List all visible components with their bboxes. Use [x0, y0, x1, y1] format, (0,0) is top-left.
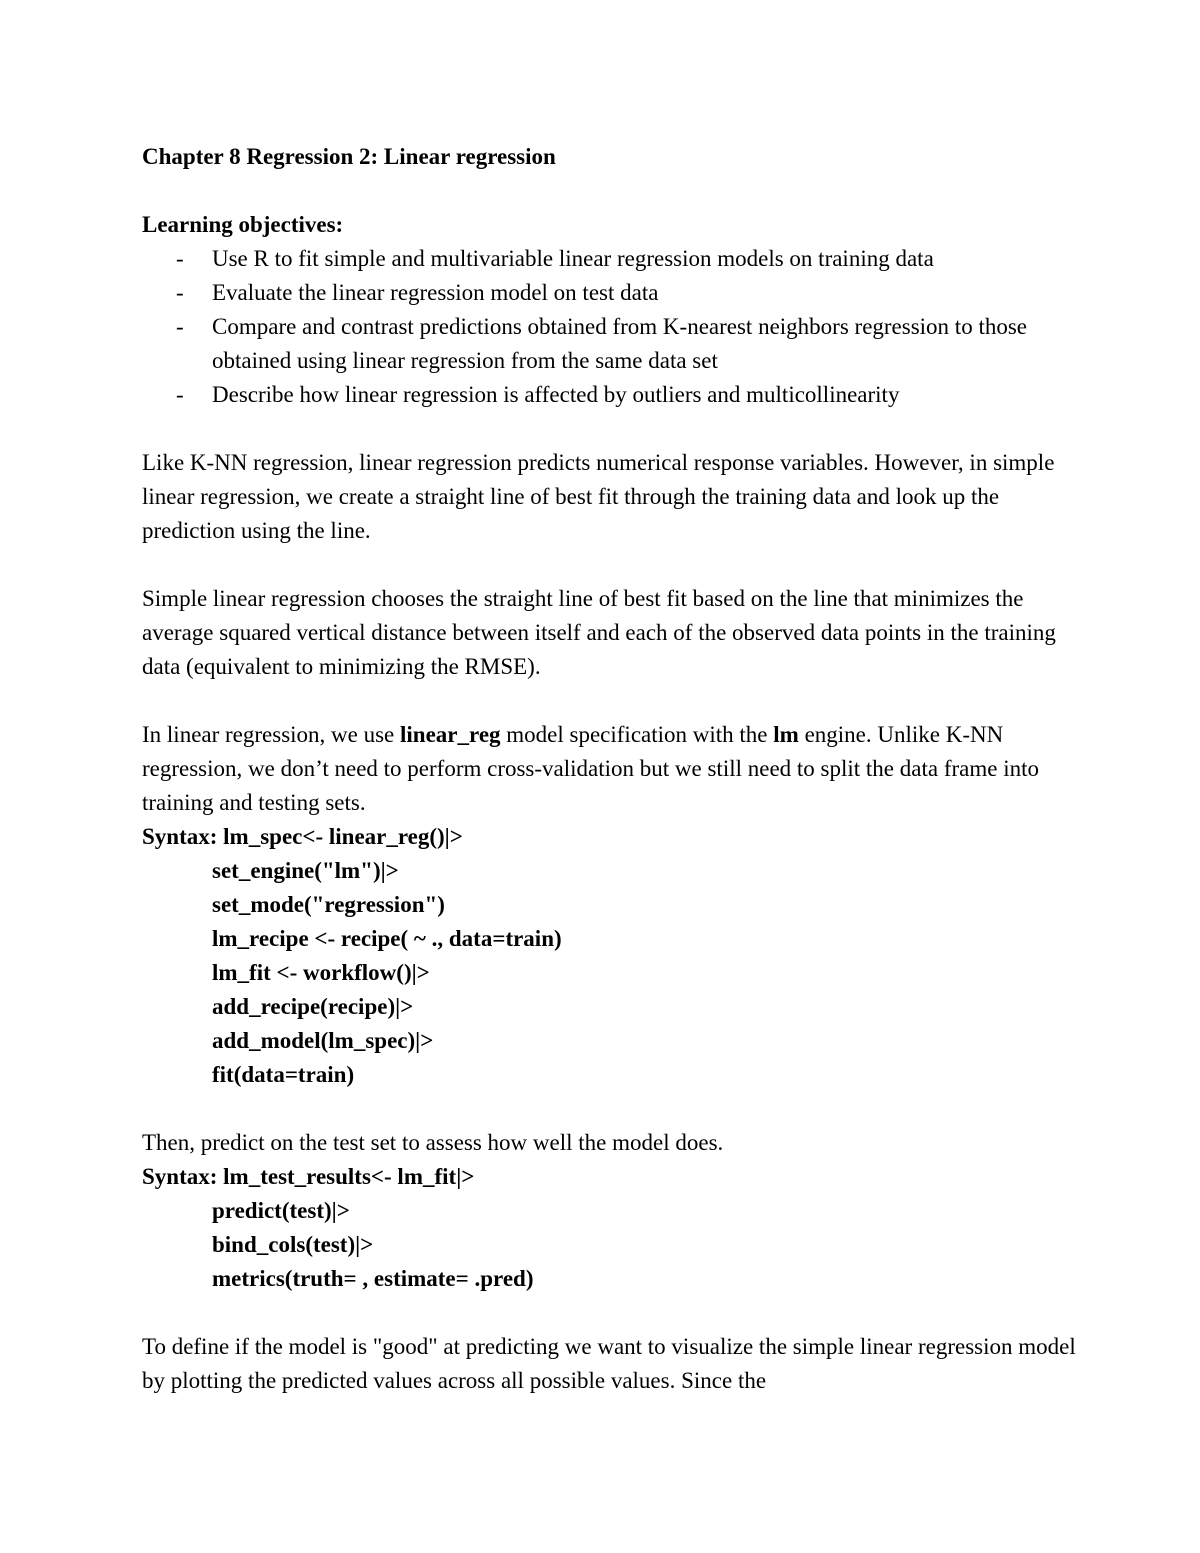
code-line: add_model(lm_spec)|> [212, 1028, 434, 1053]
objectives-list [142, 242, 1082, 412]
document-page [142, 140, 1082, 1398]
code-line: lm_fit <- workflow()|> [212, 960, 430, 985]
bullet-dash: - [176, 280, 184, 305]
list-item: - Use R to fit simple and multivariable linear regression models on training data [142, 242, 1082, 276]
paragraph-knn-comparison: Like K-NN regression, linear regression predicts numerical response variables. However, in simple linear regression, we create a straight line of best fit through the training data and look up the prediction using the line. [142, 450, 1055, 543]
paragraph-predict: Then, predict on the test set to assess how well the model does. [142, 1130, 724, 1155]
bullet-dash: - [176, 382, 184, 407]
code-line: metrics(truth= , estimate= .pred) [212, 1266, 534, 1291]
paragraph-visualize: To define if the model is "good" at predicting we want to visualize the simple linear regression model by plotting the predicted values across all possible values. Since the [142, 1334, 1076, 1393]
syntax-block-predict-first: Syntax: lm_test_results<- lm_fit|> [142, 1164, 475, 1189]
code-term-linear-reg: linear_reg [400, 722, 501, 747]
code-line: add_recipe(recipe)|> [212, 994, 414, 1019]
paragraph-linear-reg-spec: In linear regression, we use linear_reg model specification with the lm engine. Unlike K-NN regression, we don’t need to perform cross-validation but we still need to split the data frame into training and testing sets. [142, 722, 1039, 815]
bullet-dash: - [176, 314, 184, 339]
code-line: bind_cols(test)|> [212, 1232, 374, 1257]
list-item: - Compare and contrast predictions obtained from K-nearest neighbors regression to those obtained using linear regression from the same data set [142, 310, 1082, 378]
code-line: lm_recipe <- recipe( ~ ., data=train) [212, 926, 562, 951]
code-line: set_mode("regression") [212, 892, 445, 917]
list-item: - Describe how linear regression is affected by outliers and multicollinearity [142, 378, 1082, 412]
code-line: fit(data=train) [212, 1062, 355, 1087]
bullet-dash: - [176, 246, 184, 271]
syntax-block-fit-first: Syntax: lm_spec<- linear_reg()|> [142, 824, 463, 849]
code-line: predict(test)|> [212, 1198, 350, 1223]
chapter-title: Chapter 8 Regression 2: Linear regression [142, 144, 556, 169]
code-term-lm: lm [773, 722, 799, 747]
objectives-heading: Learning objectives: [142, 212, 344, 237]
code-line: set_engine("lm")|> [212, 858, 399, 883]
paragraph-best-fit: Simple linear regression chooses the straight line of best fit based on the line that minimizes the average squared vertical distance between itself and each of the observed data points in the training data (equivalent to minimizing the RMSE). [142, 586, 1056, 679]
list-item: - Evaluate the linear regression model on test data [142, 276, 1082, 310]
